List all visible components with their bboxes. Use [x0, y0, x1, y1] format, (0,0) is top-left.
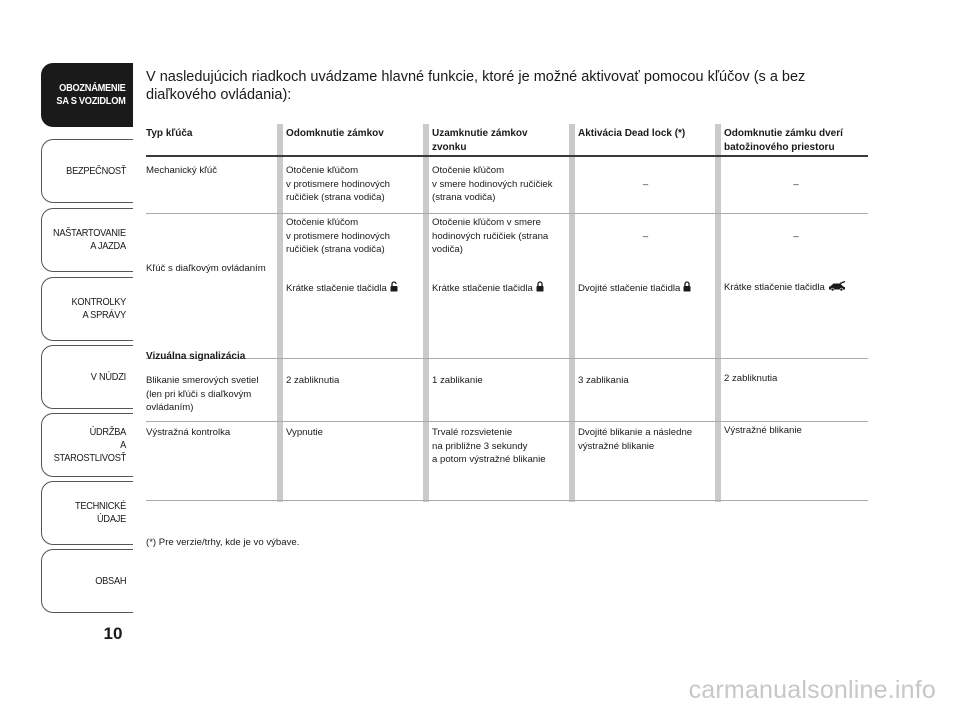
row-warning-boot: Výstražné blikanie	[724, 425, 802, 436]
row-mechanical-boot: –	[793, 179, 799, 190]
tab-v-nudzi[interactable]	[41, 345, 133, 409]
row-remote-turn-lock: Otočenie kľúčom v smere hodinových ručičiek (strana vodiča)	[432, 217, 549, 255]
row-indicators-lock: 1 zablikanie	[432, 375, 483, 386]
tab-label: TECHNICKÉ ÚDAJE	[74, 500, 126, 525]
row-remote-boot-text: Krátke stlačenie tlačidla	[724, 281, 825, 293]
row-warning-deadlock: Dvojité blikanie a následne výstražné blikanie	[578, 427, 693, 452]
column-separator	[715, 124, 721, 502]
row-divider	[146, 500, 868, 501]
row-warning-unlock: Vypnutie	[286, 427, 323, 438]
footnote: (*) Pre verzie/trhy, kde je vo výbave.	[146, 537, 300, 548]
column-separator	[569, 124, 575, 502]
tab-oboznamenie[interactable]	[41, 63, 133, 127]
padlock-open-icon	[390, 281, 398, 297]
padlock-closed-icon	[683, 281, 691, 297]
tab-bezpecnost[interactable]	[41, 139, 133, 203]
column-separator	[423, 124, 429, 502]
header-unlock: Odomknutie zámkov	[286, 128, 384, 139]
row-remote-unlock-text: Krátke stlačenie tlačidla	[286, 282, 387, 294]
tab-label: KONTROLKY A SPRÁVY	[71, 296, 126, 321]
row-remote-turn-deadlock: –	[642, 231, 649, 242]
row-remote-type: Kľúč s diaľkovým ovládaním	[146, 263, 266, 274]
row-mechanical-type: Mechanický kľúč	[146, 165, 218, 176]
padlock-closed-icon	[536, 281, 544, 297]
row-indicators-unlock: 2 zabliknutia	[286, 375, 340, 386]
tab-label: ÚDRŽBA A STAROSTLIVOSŤ	[53, 425, 127, 464]
tab-kontrolky[interactable]	[41, 277, 133, 341]
row-indicators-type: Blikanie smerových svetiel (len pri kľúči s diaľkovým ovládaním)	[146, 375, 259, 413]
header-boot: Odomknutie zámku dverí batožinového priestoru	[724, 128, 843, 153]
row-remote-lock-text: Krátke stlačenie tlačidla	[432, 282, 533, 294]
row-remote-unlock	[286, 267, 421, 296]
row-warning-lock: Trvalé rozsvietenie na približne 3 sekundy a potom výstražné blikanie	[432, 427, 546, 465]
row-divider	[146, 213, 868, 214]
header-key-type: Typ kľúča	[146, 128, 193, 139]
row-mechanical-unlock: Otočenie kľúčom v protismere hodinových ručičiek (strana vodiča)	[286, 165, 390, 203]
tab-label: NAŠTARTOVANIE A JAZDA	[53, 227, 126, 252]
row-remote-deadlock	[578, 267, 713, 296]
visual-signaling-heading: Vizuálna signalizácia	[146, 351, 246, 362]
page-number: 10	[103, 624, 123, 643]
row-remote-boot	[724, 267, 868, 295]
row-divider	[146, 421, 868, 422]
row-remote-lock	[432, 267, 567, 296]
row-remote-turn-unlock: Otočenie kľúčom v protismere hodinových ručičiek (strana vodiča)	[286, 217, 390, 255]
car-boot-icon	[828, 281, 846, 296]
header-deadlock: Aktivácia Dead lock (*)	[578, 128, 686, 139]
intro-paragraph: V nasledujúcich riadkoch uvádzame hlavné funkcie, ktoré je možné aktivovať pomocou kľúčov (s a bez diaľkového ovládania):	[146, 69, 806, 103]
row-mechanical-deadlock: –	[642, 179, 649, 190]
tab-label: BEZPEČNOSŤ	[65, 164, 126, 177]
tab-nastartovanie[interactable]	[41, 208, 133, 272]
tab-technicke-udaje[interactable]	[41, 481, 133, 545]
row-remote-deadlock-text: Dvojité stlačenie tlačidla	[578, 282, 681, 294]
header-lock: Uzamknutie zámkov zvonku	[432, 128, 528, 153]
row-mechanical-lock: Otočenie kľúčom v smere hodinových ručičiek (strana vodiča)	[432, 165, 553, 203]
row-indicators-boot: 2 zabliknutia	[724, 373, 778, 384]
tab-label: V NÚDZI	[90, 370, 126, 383]
row-warning-type: Výstražná kontrolka	[146, 427, 231, 438]
watermark: carmanualsonline.info	[688, 676, 936, 704]
tab-obsah[interactable]	[41, 549, 133, 613]
tab-udrzba[interactable]	[41, 413, 133, 477]
tab-label: OBSAH	[94, 574, 126, 587]
row-indicators-deadlock: 3 zablikania	[578, 375, 629, 386]
tab-label: OBOZNÁMENIE SA S VOZIDLOM	[56, 82, 126, 107]
row-remote-turn-boot: –	[793, 231, 799, 242]
key-functions-table	[146, 124, 868, 504]
header-rule	[146, 155, 868, 157]
column-separator	[277, 124, 283, 502]
